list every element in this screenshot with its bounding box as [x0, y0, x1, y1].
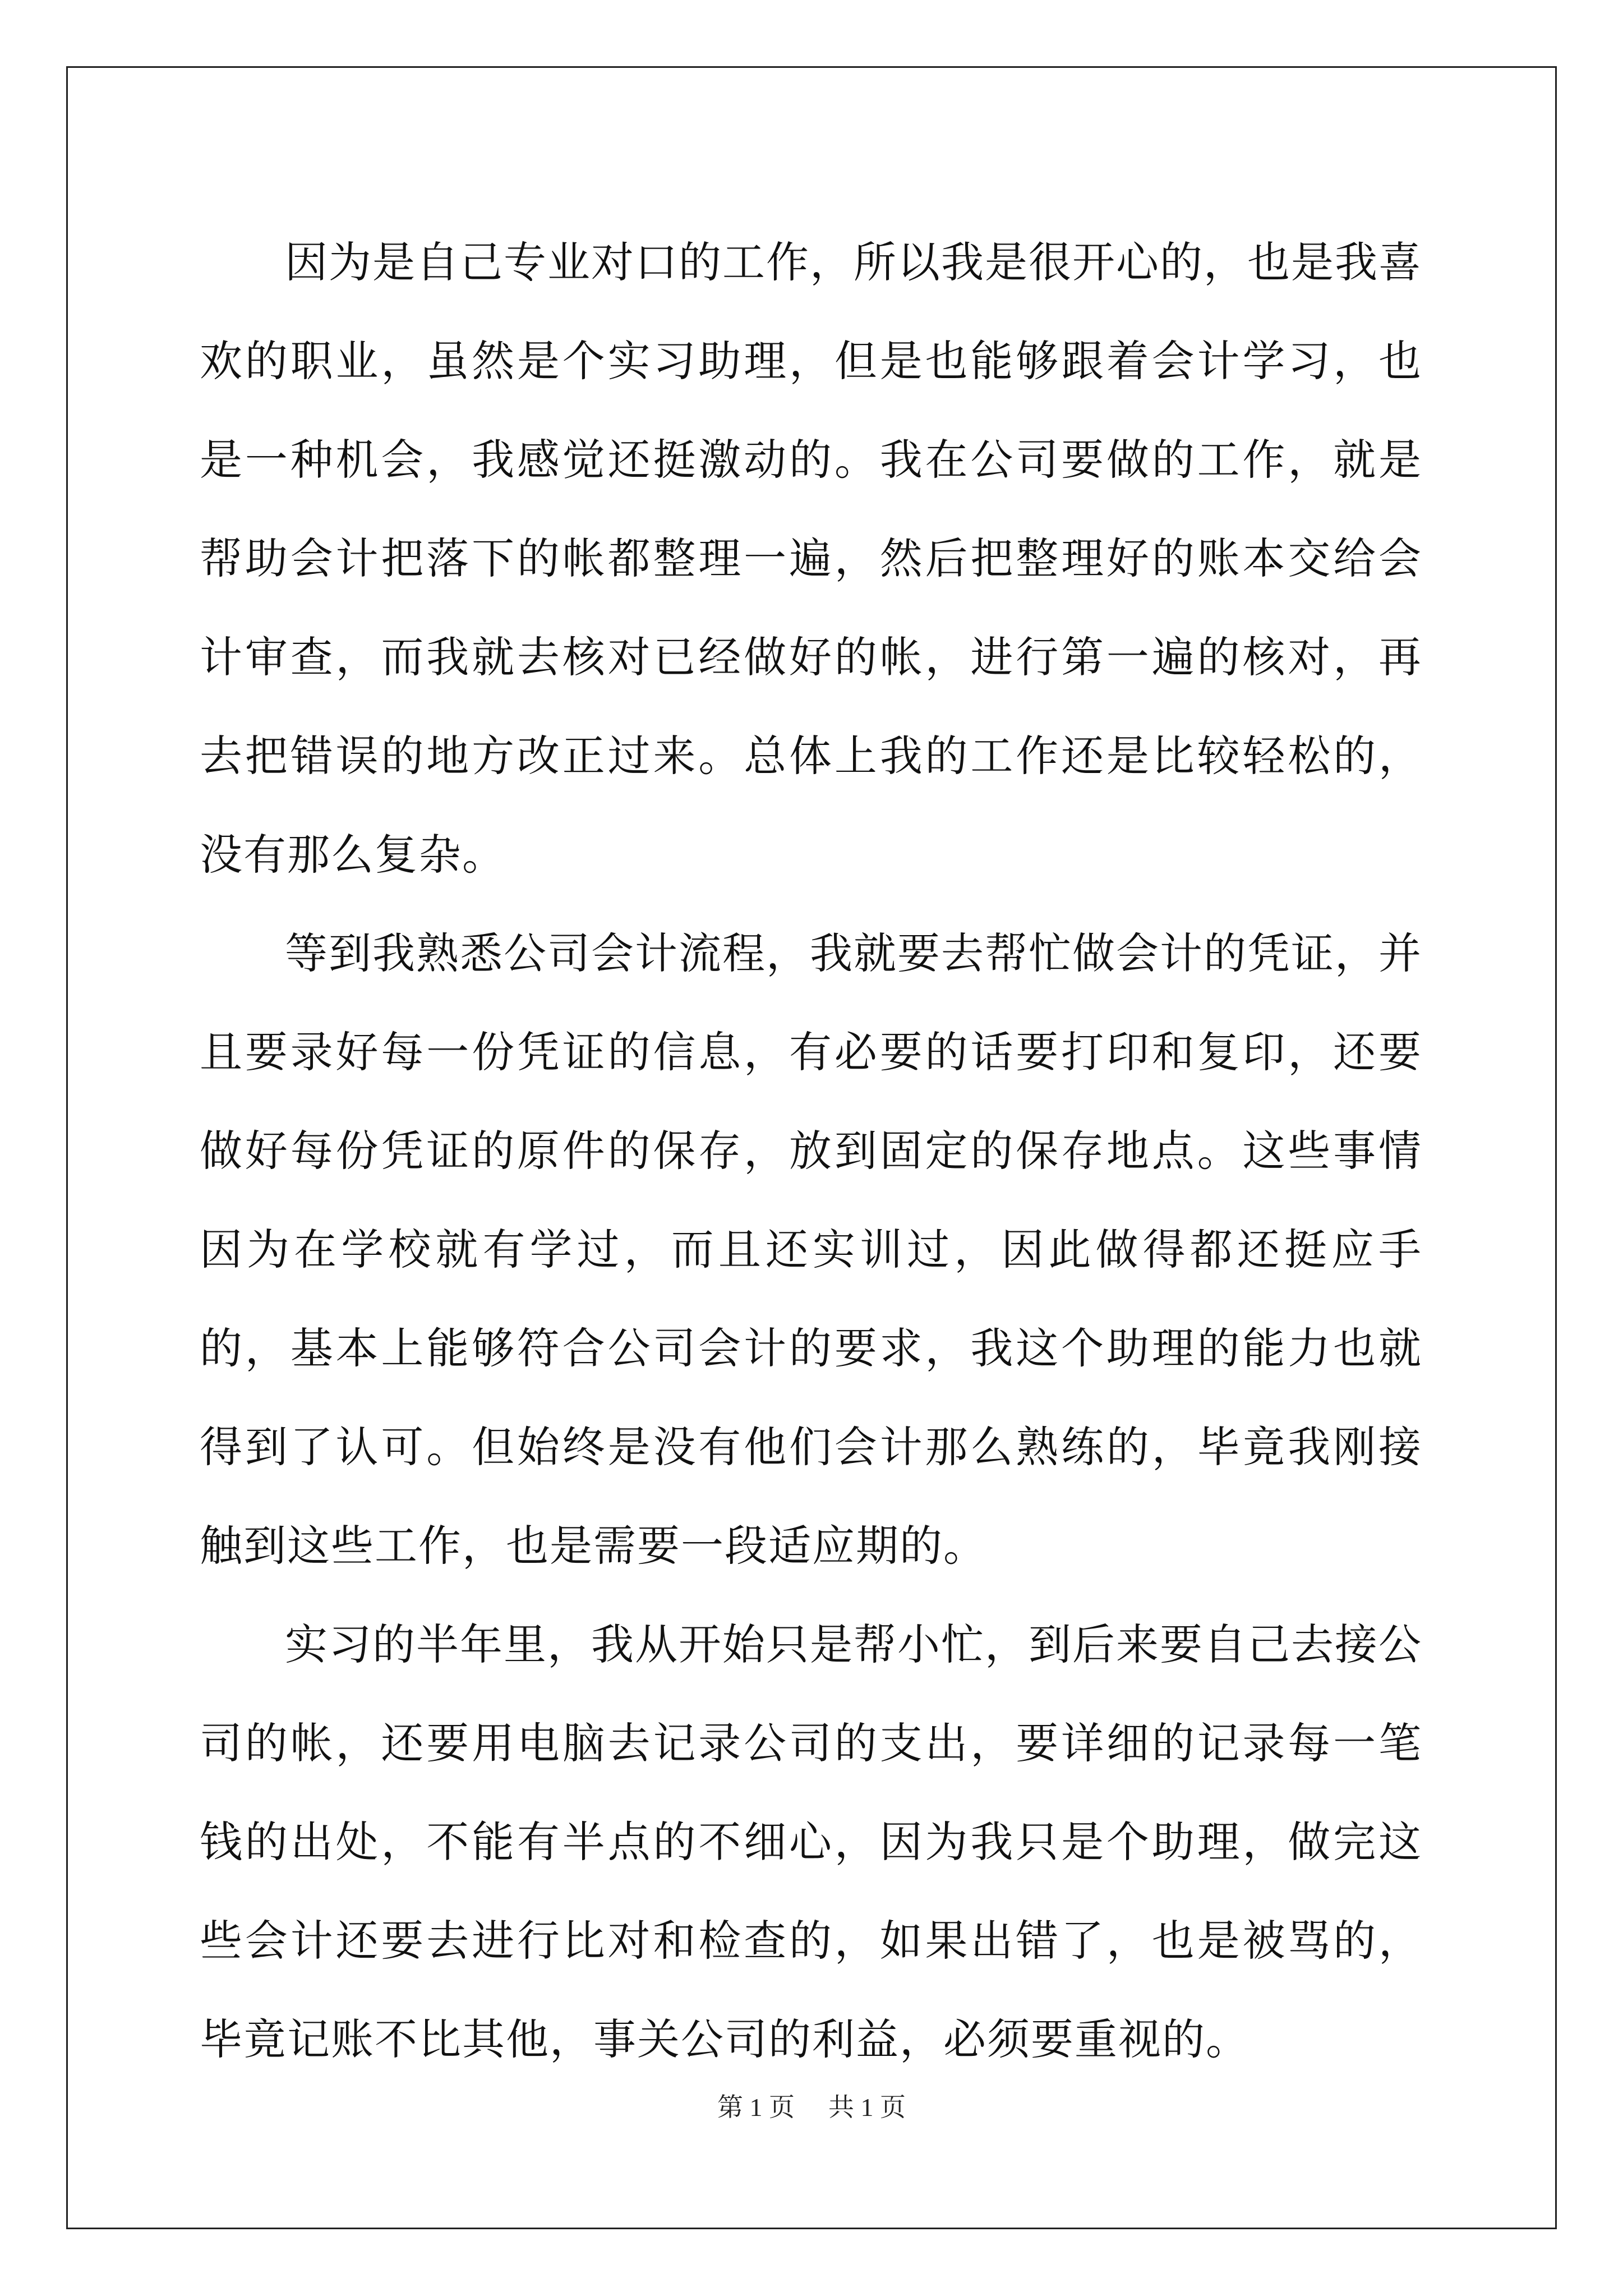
page-number-total: 共 1 页: [828, 2093, 906, 2122]
page-footer: [0, 2087, 1623, 2124]
paragraph-3: 实习的半年里，我从开始只是帮小忙，到后来要自己去接公司的帐，还要用电脑去记录公司的支出，要详细的记录每一笔钱的出处，不能有半点的不细心，因为我只是个助理，做完这些会计还要去进行比对和检查的，如果出错了，也是被骂的，毕竟记账不比其他，事关公司的利益，必须要重视的。: [200, 1619, 1422, 2064]
paragraph-2: 等到我熟悉公司会计流程，我就要去帮忙做会计的凭证，并且要录好每一份凭证的信息，有必要的话要打印和复印，还要做好每份凭证的原件的保存，放到固定的保存地点。这些事情因为在学校就有学过，而且还实训过，因此做得都还挺应手的，基本上能够符合公司会计的要求，我这个助理的能力也就得到了认可。但始终是没有他们会计那么熟练的，毕竟我刚接触到这些工作，也是需要一段适应期的。: [200, 928, 1422, 1571]
page-number-current: 第 1 页: [717, 2093, 795, 2122]
document-body: [200, 213, 1422, 2089]
paragraph-1: 因为是自己专业对口的工作，所以我是很开心的，也是我喜欢的职业，虽然是个实习助理，但是也能够跟着会计学习，也是一种机会，我感觉还挺激动的。我在公司要做的工作，就是帮助会计把落下的帐都整理一遍，然后把整理好的账本交给会计审查，而我就去核对已经做好的帐，进行第一遍的核对，再去把错误的地方改正过来。总体上我的工作还是比较轻松的，没有那么复杂。: [200, 237, 1422, 880]
